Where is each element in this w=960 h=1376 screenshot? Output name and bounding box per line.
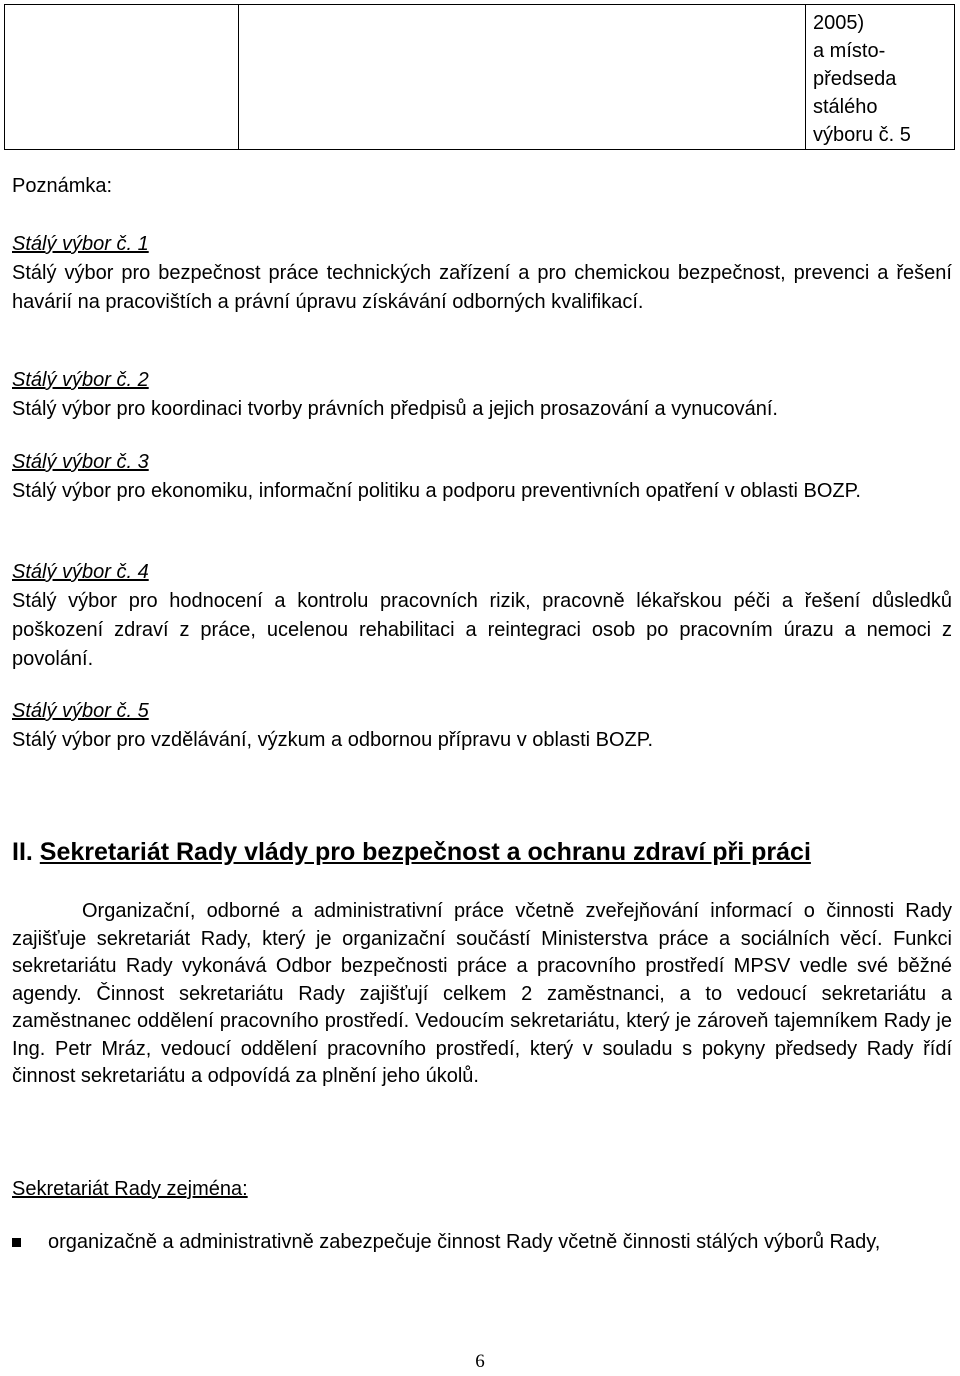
committee-2 bbox=[12, 366, 952, 424]
secretariat-paragraph: Organizační, odborné a administrativní práce včetně zveřejňování informací o činnosti Rady zajišťuje sekretariát Rady, který je organizační součástí Ministerstva práce a sociálních věcí. Funkci sekretariátu Rady vykonává Odbor bezpečnosti práce a pracovního prostředí MPSV vedle své běžné agendy. Činnost sekretariátu Rady zajišťují celkem 2 zaměstnanci, a to vedoucí sekretariátu a zaměstnanec oddělení pracovního prostředí. Vedoucím sekretariátu, který je zároveň tajemníkem Rady je Ing. Petr Mráz, vedoucí oddělení pracovního prostředí, který v souladu s pokyny předsedy Rady řídí činnost sekretariátu a odpovídá za plnění jeho úkolů. bbox=[12, 900, 952, 1087]
committee-title: Stálý výbor č. 5 bbox=[12, 700, 149, 722]
note-label: Poznámka: bbox=[12, 175, 113, 197]
table-cell-role-text: 2005) a místo- předseda stálého výboru č. 5 bbox=[813, 12, 911, 146]
section-title: Sekretariát Rady vlády pro bezpečnost a ochranu zdraví při práci bbox=[39, 838, 811, 866]
committee-title: Stálý výbor č. 2 bbox=[12, 369, 149, 391]
table-row bbox=[5, 5, 955, 150]
committee-title: Stálý výbor č. 3 bbox=[12, 451, 149, 473]
committee-1 bbox=[12, 230, 952, 317]
table-cell-empty-2 bbox=[239, 5, 806, 150]
square-bullet-icon bbox=[12, 1238, 21, 1247]
committee-4 bbox=[12, 558, 952, 674]
committee-5 bbox=[12, 697, 952, 755]
secretariat-subheading: Sekretariát Rady zejména: bbox=[12, 1178, 248, 1200]
bullet-text: organizačně a administrativně zabezpečuje činnost Rady včetně činnosti stálých výborů Rady, bbox=[48, 1231, 881, 1253]
table-cell-empty-1 bbox=[5, 5, 239, 150]
committee-title: Stálý výbor č. 4 bbox=[12, 561, 149, 583]
bullet-item bbox=[12, 1228, 952, 1257]
committee-description: Stálý výbor pro koordinaci tvorby právních předpisů a jejich prosazování a vynucování. bbox=[12, 398, 778, 420]
table-cell-role bbox=[806, 5, 955, 150]
section-number: II. bbox=[12, 838, 33, 866]
section-heading bbox=[12, 836, 952, 868]
committee-description: Stálý výbor pro bezpečnost práce technických zařízení a pro chemickou bezpečnost, prevenci a řešení havárií na pracovištích a právní úpravu získávání odborných kvalifikací. bbox=[12, 262, 952, 313]
committee-description: Stálý výbor pro ekonomiku, informační politiku a podporu preventivních opatření v oblasti BOZP. bbox=[12, 480, 861, 502]
page-number: 6 bbox=[475, 1351, 485, 1372]
membership-table-fragment bbox=[4, 4, 955, 150]
committee-description: Stálý výbor pro vzdělávání, výzkum a odbornou přípravu v oblasti BOZP. bbox=[12, 729, 654, 751]
committee-description: Stálý výbor pro hodnocení a kontrolu pracovních rizik, pracovně lékařskou péči a řešení důsledků poškození zdraví z práce, ucelenou rehabilitaci a reintegraci osob po pracovním úrazu a nemoci z povolání. bbox=[12, 590, 952, 670]
committee-title: Stálý výbor č. 1 bbox=[12, 233, 149, 255]
committee-3 bbox=[12, 448, 952, 506]
